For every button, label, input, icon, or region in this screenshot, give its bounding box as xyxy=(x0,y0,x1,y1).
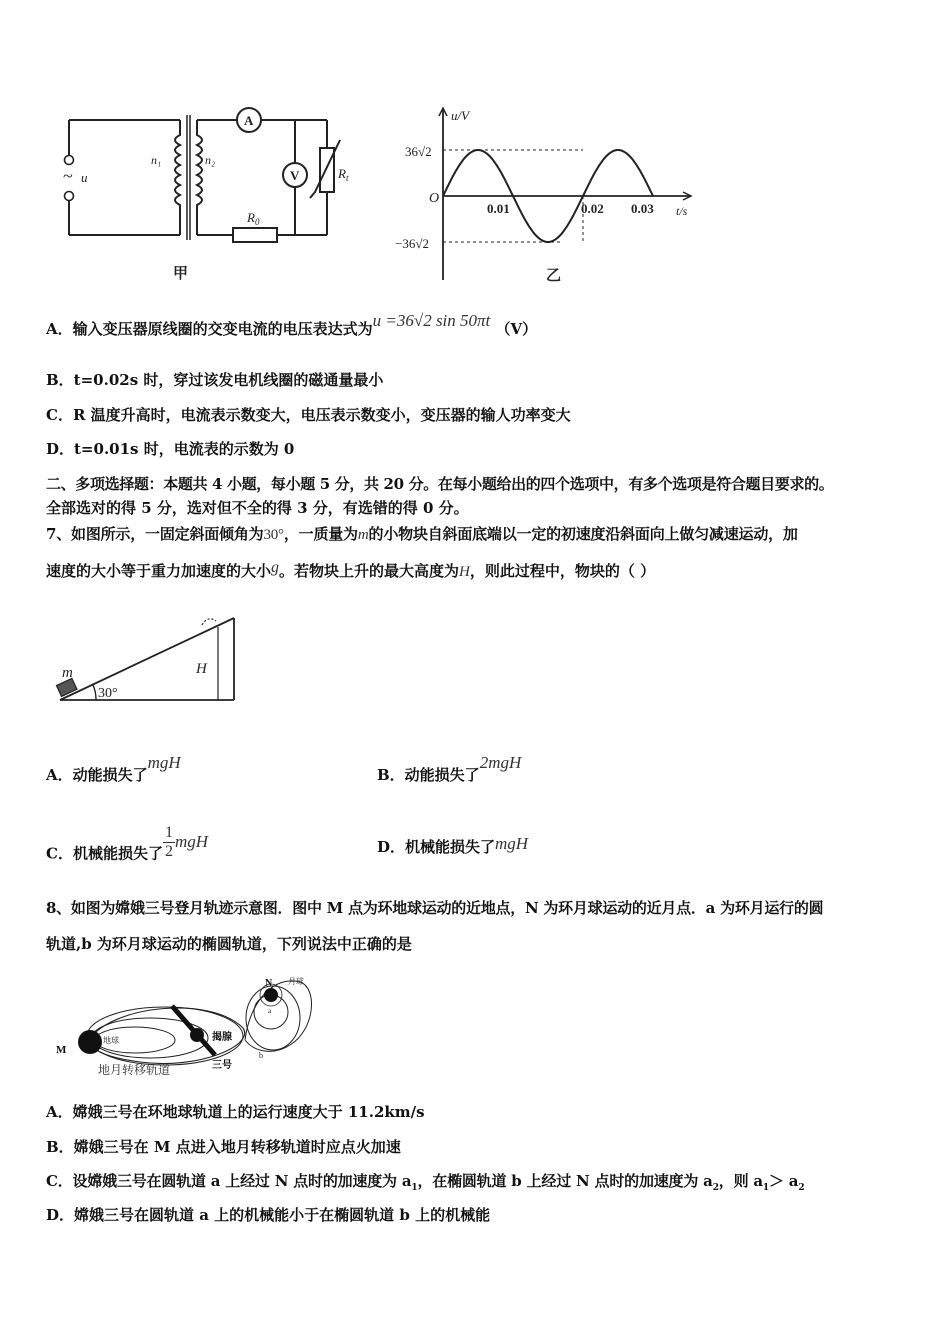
section2-line2: 全部选对的得 5 分，选对但不全的得 3 分，有选错的得 0 分。 xyxy=(46,499,469,517)
circuit-figure xyxy=(55,100,349,290)
q7-option-d xyxy=(377,836,528,857)
q6-option-a-text: A．输入变压器原线圈的交变电流的电压表达式为 xyxy=(46,320,373,338)
q7-stem-line2 xyxy=(46,560,655,581)
waveform-figure xyxy=(393,100,703,290)
q7-stem-1b: ，一质量为 xyxy=(283,525,358,543)
q7-option-a-value: mgH xyxy=(147,753,181,772)
ammeter-label: A xyxy=(244,113,254,128)
lunar-fig-change1: 揭腺 xyxy=(212,1032,232,1043)
q7-stem-2c: ，则此过程中，物块的（ ） xyxy=(469,562,656,580)
q7-option-c xyxy=(46,824,209,873)
lunar-fig-transfer: 地月转移轨道 xyxy=(98,1063,171,1077)
section2-line1: 二、多项选择题：本题共 4 小题，每小题 5 分，共 20 分。在每小题给出的四个选项中，有多个选项是符合题目要求的。 xyxy=(46,475,834,493)
r0-label-r: R xyxy=(247,210,255,225)
q7-height: H xyxy=(459,564,470,580)
q8-stem-line2: 轨道,b 为环月球运动的椭圆轨道，下列说法中正确的是 xyxy=(46,935,412,953)
incline-angle-label: 30° xyxy=(98,686,118,701)
q7-option-d-text: D．机械能损失了 xyxy=(377,838,496,856)
q8-option-c-gt: ＞ a xyxy=(768,1172,799,1190)
q6-option-c: C．R 温度升高时，电流表示数变大，电压表示数变小，变压器的输人功率变大 xyxy=(46,406,571,424)
lunar-fig-N: N xyxy=(265,978,273,989)
q8-option-b: B．嫦娥三号在 M 点进入地月转移轨道时应点火加速 xyxy=(46,1138,401,1156)
q8-option-c-sub2: 2 xyxy=(712,1183,719,1193)
thermistor-label xyxy=(337,166,349,183)
q7-g: g xyxy=(271,559,280,576)
wave-tick-001: 0.01 xyxy=(487,201,510,216)
lunar-fig-change2: 三号 xyxy=(212,1060,232,1071)
q7-stem-2a: 速度的大小等于重力加速度的大小 xyxy=(46,562,272,580)
q7-option-a xyxy=(46,753,181,785)
q7-option-c-den: 2 xyxy=(164,843,173,860)
q8-option-c xyxy=(46,1170,804,1193)
q8-option-d: D．嫦娥三号在圆轨道 a 上的机械能小于在椭圆轨道 b 上的机械能 xyxy=(46,1206,491,1224)
wave-origin: O xyxy=(429,191,440,206)
q6-option-b: B．t=0.02s 时，穿过该发电机线圈的磁通量最小 xyxy=(46,371,384,389)
q7-option-c-value: mgH xyxy=(174,831,209,851)
voltmeter-label: V xyxy=(290,168,300,183)
q7-option-c-text: C．机械能损失了 xyxy=(46,844,163,863)
q8-option-c-sub2b: 2 xyxy=(798,1183,805,1193)
q8-option-c-sub1b: 1 xyxy=(762,1183,769,1193)
q7-option-b xyxy=(377,753,522,785)
q8-option-c-mid2: ，则 a xyxy=(718,1172,763,1190)
lunar-fig-earth: 地球 xyxy=(103,1036,119,1045)
lunar-trajectory-figure xyxy=(50,970,330,1085)
circuit-u-label: u xyxy=(81,170,88,185)
r0-label xyxy=(246,210,260,227)
wave-tick-003: 0.03 xyxy=(631,201,654,216)
q8-option-a: A．嫦娥三号在环地球轨道上的运行速度大于 11.2km/s xyxy=(46,1103,425,1121)
wave-x-label: t/s xyxy=(676,204,688,218)
thermistor-label-r: R xyxy=(338,166,346,181)
incline-height-label: H xyxy=(196,661,207,677)
q6-option-a-unit: （V） xyxy=(495,320,538,338)
q8-option-c-mid: ，在椭圆轨道 b 上经过 N 点时的加速度为 a xyxy=(417,1172,713,1190)
wave-caption: 乙 xyxy=(546,268,562,284)
lunar-fig-moon: 月球 xyxy=(288,977,304,986)
q7-option-b-text: B．动能损失了 xyxy=(377,766,480,784)
wave-tick-top: 36√2 xyxy=(405,144,432,159)
r0-label-sub: 0 xyxy=(254,217,260,227)
circuit-ac-symbol: ~ xyxy=(63,166,73,186)
incline-mass-label: m xyxy=(62,665,73,681)
q6-option-a-formula: u =36√2 sin 50πt xyxy=(372,311,491,330)
q7-option-a-text: A．动能损失了 xyxy=(46,766,148,784)
q7-stem-line1 xyxy=(46,523,798,544)
lunar-fig-a: a xyxy=(268,1007,272,1015)
q6-option-d: D．t=0.01s 时，电流表的示数为 0 xyxy=(46,440,295,458)
q7-option-b-value: 2mgH xyxy=(479,753,522,772)
q7-angle: 30° xyxy=(263,527,284,543)
q7-stem-2b: 。若物块上升的最大高度为 xyxy=(279,562,460,580)
q7-option-c-num: 1 xyxy=(164,824,173,841)
q8-option-c-pre: C．设嫦娥三号在圆轨道 a 上经过 N 点时的加速度为 a xyxy=(46,1172,412,1190)
incline-figure xyxy=(50,605,250,715)
q8-option-c-sub1: 1 xyxy=(411,1183,418,1193)
q7-option-c-fraction xyxy=(163,824,175,861)
wave-tick-002: 0.02 xyxy=(581,201,604,216)
q7-stem-1c: 的小物块自斜面底端以一定的初速度沿斜面向上做匀减速运动，加 xyxy=(368,525,798,543)
circuit-n1-label: n₁ xyxy=(151,153,162,167)
lunar-fig-b: b xyxy=(259,1051,263,1060)
q7-mass: m xyxy=(357,527,369,543)
wave-y-label: u/V xyxy=(451,108,470,123)
q6-option-a xyxy=(46,311,538,339)
wave-tick-bottom: −36√2 xyxy=(395,236,429,251)
thermistor-label-sub: t xyxy=(345,173,349,183)
q7-option-d-value: mgH xyxy=(495,834,529,853)
circuit-n2-label: n₂ xyxy=(205,153,216,167)
q7-stem-1a: 7、如图所示，一固定斜面倾角为 xyxy=(46,525,264,543)
q8-stem-line1: 8、如图为嫦娥三号登月轨迹示意图．图中 M 点为环地球运动的近地点，N 为环月球运动的近月点．a 为环月运行的圆 xyxy=(46,899,824,917)
lunar-fig-M: M xyxy=(56,1044,67,1056)
circuit-caption: 甲 xyxy=(173,266,189,282)
